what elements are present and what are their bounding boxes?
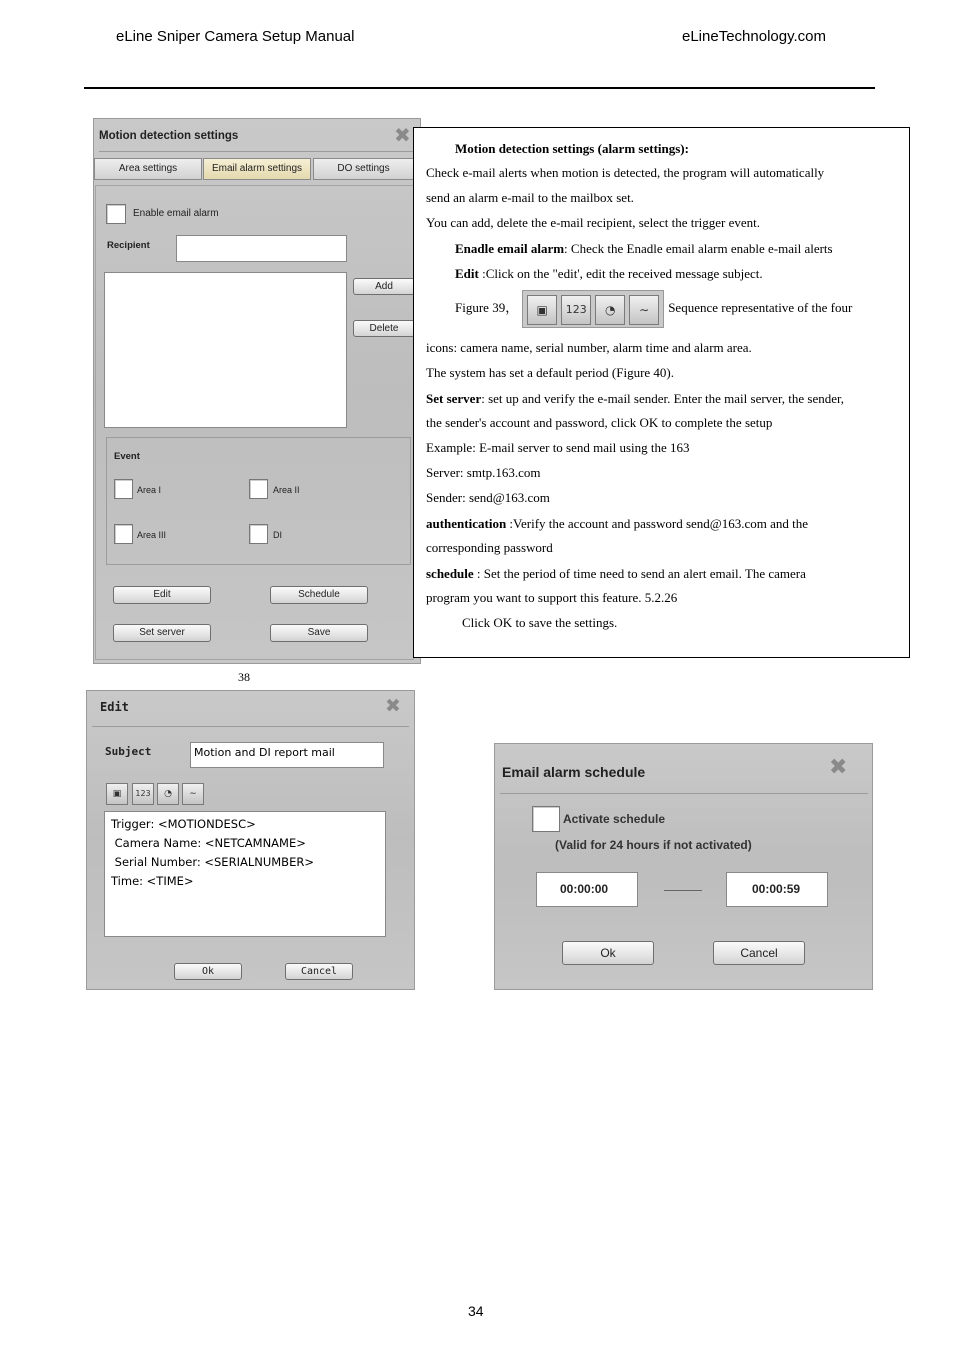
- set-server-term: Set server: [426, 391, 482, 406]
- event-area-3-label: Area III: [137, 530, 167, 540]
- cancel-button[interactable]: Cancel: [285, 963, 353, 980]
- time-range-separator: [664, 890, 702, 891]
- auth-term: authentication: [426, 516, 507, 531]
- variable-icon-bar: [106, 783, 206, 807]
- figure-prefix: Figure 39，: [455, 300, 519, 315]
- title-divider: [500, 793, 868, 794]
- description-auth: [426, 511, 808, 536]
- tab-do-settings[interactable]: DO settings: [313, 158, 414, 180]
- edit-dialog: [86, 690, 415, 990]
- description-line: icons: camera name, serial number, alarm time and alarm area.: [426, 340, 752, 355]
- body-line-trigger: Trigger: <MOTIONDESC>: [111, 817, 256, 831]
- description-heading: Motion detection settings (alarm settings):: [455, 141, 689, 156]
- description-line: the sender's account and password, click OK to complete the setup: [426, 415, 773, 430]
- start-time-input[interactable]: 00:00:00: [536, 872, 638, 907]
- clock-icon[interactable]: ◔: [157, 783, 179, 805]
- camera-icon[interactable]: ▣: [106, 783, 128, 805]
- description-line: The system has set a default period (Figure 40).: [426, 365, 675, 380]
- icon-strip: [522, 290, 664, 328]
- description-line: Check e-mail alerts when motion is detected, the program will automatically: [426, 165, 825, 180]
- event-area-1-checkbox[interactable]: [114, 479, 133, 499]
- dialog-title: Motion detection settings: [99, 130, 239, 142]
- enadle-term: Enadle email alarm: [455, 241, 565, 256]
- event-group: [106, 437, 411, 565]
- message-body[interactable]: [104, 811, 386, 937]
- description-line: Sender: send@163.com: [426, 490, 550, 505]
- close-icon[interactable]: ✖: [829, 755, 848, 780]
- page-number: 34: [468, 1303, 484, 1319]
- auth-text: :Verify the account and password send@163.com and the: [506, 516, 809, 531]
- subject-label: Subject: [105, 745, 152, 758]
- schedule-term: schedule: [426, 566, 474, 581]
- ok-button[interactable]: Ok: [562, 941, 654, 965]
- email-alarm-schedule-dialog: [494, 743, 873, 990]
- email-settings-panel: [95, 185, 414, 660]
- description-line: Server: smtp.163.com: [426, 465, 541, 480]
- schedule-text: : Set the period of time need to send an alert email. The camera: [473, 566, 806, 581]
- description-line: program you want to support this feature. 5.2.26: [426, 590, 678, 605]
- save-button[interactable]: Save: [270, 624, 368, 642]
- event-area-3-checkbox[interactable]: [114, 524, 133, 544]
- event-di-checkbox[interactable]: [249, 524, 268, 544]
- description-line: corresponding password: [426, 540, 553, 555]
- figure-suffix: Sequence representative of the four: [668, 300, 853, 315]
- set-server-text: : set up and verify the e-mail sender. Enter the mail server, the sender,: [481, 391, 845, 406]
- figure-caption: 38: [238, 670, 250, 684]
- dialog-title: Edit: [100, 700, 129, 714]
- delete-button[interactable]: Delete: [353, 320, 415, 337]
- body-line-serial-number: Serial Number: <SERIALNUMBER>: [111, 855, 314, 869]
- description-figure-39: [455, 289, 852, 328]
- tab-email-alarm-settings[interactable]: Email alarm settings: [203, 158, 311, 180]
- body-line-time: Time: <TIME>: [111, 874, 194, 888]
- edit-text: :Click on the "edit', edit the received message subject.: [478, 266, 763, 281]
- close-icon[interactable]: ✖: [394, 123, 411, 147]
- edit-button[interactable]: Edit: [113, 586, 211, 604]
- recipient-label: Recipient: [107, 240, 150, 251]
- description-enadle: [455, 236, 833, 261]
- cancel-button[interactable]: Cancel: [713, 941, 805, 965]
- activate-schedule-checkbox[interactable]: [532, 806, 560, 832]
- subject-input[interactable]: Motion and DI report mail: [190, 742, 384, 768]
- header-rule: [84, 87, 875, 89]
- ok-button[interactable]: Ok: [174, 963, 242, 980]
- close-icon[interactable]: ✖: [385, 695, 401, 717]
- set-server-button[interactable]: Set server: [113, 624, 211, 642]
- enable-email-label: Enable email alarm: [133, 208, 219, 219]
- event-label: Event: [114, 451, 140, 462]
- tab-area-settings[interactable]: Area settings: [94, 158, 202, 180]
- event-area-2-checkbox[interactable]: [249, 479, 268, 499]
- recipient-list[interactable]: [104, 272, 347, 428]
- description-line: Click OK to save the settings.: [462, 615, 618, 630]
- serial-number-icon[interactable]: 123: [132, 783, 154, 805]
- enadle-text: : Check the Enadle email alarm enable e-mail alerts: [564, 241, 833, 256]
- description-schedule: [426, 561, 806, 586]
- description-line: You can add, delete the e-mail recipient, select the trigger event.: [426, 215, 761, 230]
- description-line: Example: E-mail server to send mail using the 163: [426, 440, 690, 455]
- event-di-label: DI: [273, 530, 282, 540]
- recipient-input[interactable]: [176, 235, 347, 262]
- title-divider: [99, 151, 415, 152]
- body-line-camera-name: Camera Name: <NETCAMNAME>: [111, 836, 306, 850]
- serial-number-icon: 123: [561, 295, 591, 325]
- edit-term: Edit: [455, 266, 479, 281]
- add-button[interactable]: Add: [353, 278, 415, 295]
- header-right: eLineTechnology.com: [682, 28, 826, 45]
- wave-icon[interactable]: ∼: [182, 783, 204, 805]
- motion-detection-dialog: [93, 118, 421, 664]
- dialog-title: Email alarm schedule: [502, 764, 646, 780]
- description-edit: [455, 261, 763, 286]
- clock-icon: ◔: [595, 295, 625, 325]
- event-area-2-label: Area II: [273, 485, 300, 495]
- tab-bar: [94, 158, 420, 180]
- end-time-input[interactable]: 00:00:59: [726, 872, 828, 907]
- activate-schedule-label: Activate schedule: [563, 812, 666, 826]
- description-set-server: [426, 386, 844, 411]
- camera-icon: ▣: [527, 295, 557, 325]
- schedule-button[interactable]: Schedule: [270, 586, 368, 604]
- header-left: eLine Sniper Camera Setup Manual: [116, 28, 355, 45]
- wave-icon: ∼: [629, 295, 659, 325]
- schedule-note: (Valid for 24 hours if not activated): [555, 838, 752, 852]
- description-box: [413, 127, 910, 658]
- enable-email-checkbox[interactable]: [106, 204, 126, 224]
- description-line: send an alarm e-mail to the mailbox set.: [426, 190, 634, 205]
- title-divider: [92, 726, 409, 727]
- event-area-1-label: Area I: [137, 485, 162, 495]
